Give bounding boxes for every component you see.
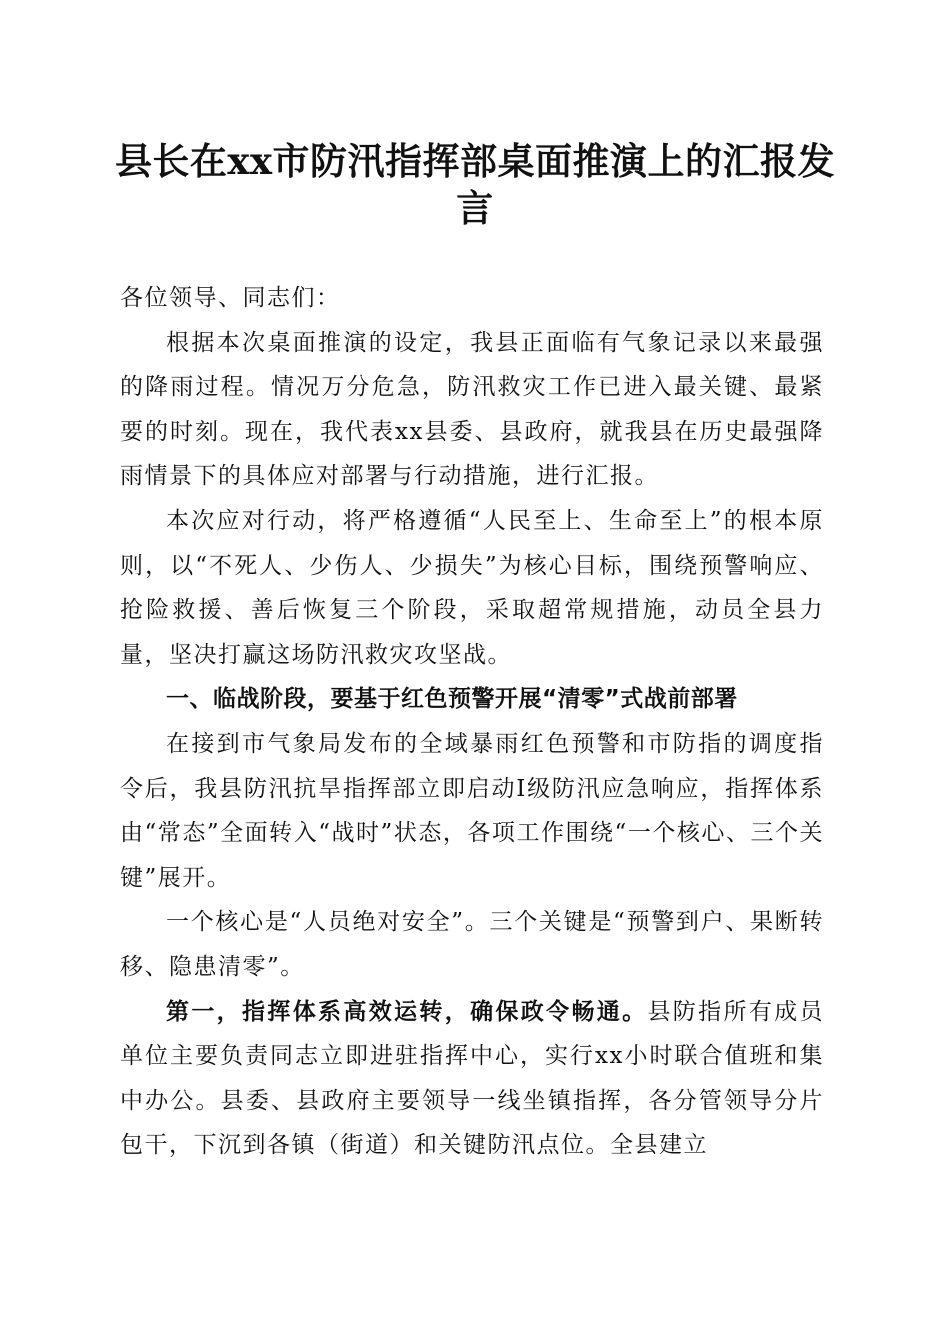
section-heading: 一、临战阶段，要基于红色预警开展“清零”式战前部署 [166, 686, 738, 713]
point-one-lead: 第一，指挥体系高效运转，确保政令畅通。 [166, 997, 648, 1025]
paragraph-principle: 本次应对行动，将严格遵循“人民至上、生命至上”的根本原则，以“不死人、少伤人、少损失”为核心目标，围绕预警响应、抢险救援、善后恢复三个阶段，采取超常规措施，动员全县力量，坚决打赢这场防汛救灾攻坚战。 [120, 507, 824, 668]
document-body [120, 276, 824, 1168]
document-title: 县长在xx市防汛指挥部桌面推演上的汇报发言 [114, 139, 836, 230]
paragraph-intro: 根据本次桌面推演的设定，我县正面临有气象记录以来最强的降雨过程。情况万分危急，防汛救灾工作已进入最关键、最紧要的时刻。现在，我代表xx县委、县政府，就我县在历史最强降雨情景下的具体应对部署与行动措施，进行汇报。 [120, 329, 824, 490]
salutation: 各位领导、同志们： [120, 285, 341, 311]
point-one-text: 县防指所有成员单位主要负责同志立即进驻指挥中心，实行xx小时联合值班和集中办公。县委、县政府主要领导一线坐镇指挥，各分管领导分片包干，下沉到各镇（街道）和关键防汛点位。全县建立 [120, 998, 825, 1159]
paragraph-response: 在接到市气象局发布的全域暴雨红色预警和市防指的调度指令后，我县防汛抗旱指挥部立即启动Ⅰ级防汛应急响应，指挥体系由“常态”全面转入“战时”状态，各项工作围绕“一个核心、三个关键”展开。 [120, 730, 824, 891]
paragraph-point-one [120, 990, 824, 1168]
paragraph-core: 一个核心是“人员绝对安全”。三个关键是“预警到户、果断转移、隐患清零”。 [120, 909, 824, 980]
